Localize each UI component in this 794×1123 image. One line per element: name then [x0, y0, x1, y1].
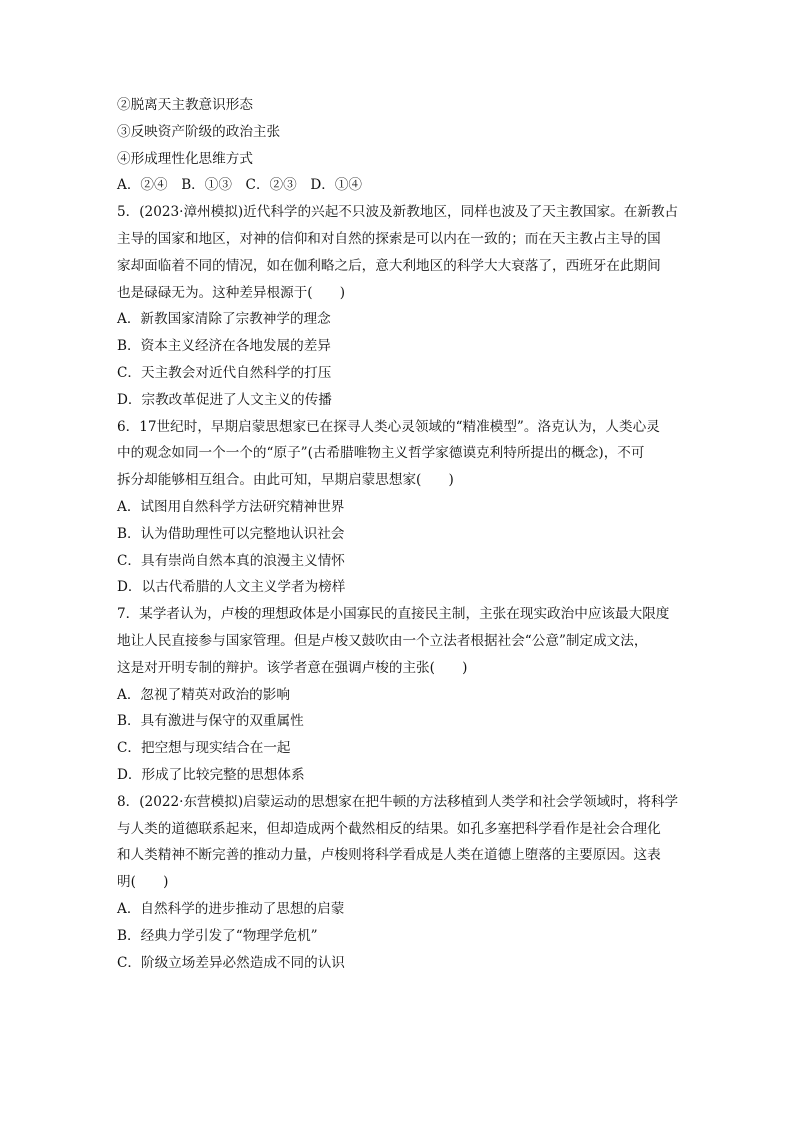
question-7	[117, 601, 687, 789]
question-stem-line: 拆分却能够相互组合。由此可知，早期启蒙思想家( )	[117, 472, 454, 489]
option-b: B．经典力学引发了“物理学危机”	[117, 927, 318, 944]
option-d: D．形成了比较完整的思想体系	[117, 766, 305, 783]
option-b: B．具有激进与保守的双重属性	[117, 713, 304, 730]
question-stem-line: 这是对开明专制的辩护。该学者意在强调卢梭的主张( )	[117, 659, 468, 676]
question-stem-line: 与人类的道德联系起来，但却造成两个截然相反的结果。如孔多塞把科学看作是社会合理化	[117, 820, 661, 837]
question-stem-line: 明( )	[117, 874, 169, 891]
question-stem-line: 6．17世纪时，早期启蒙思想家已在探寻人类心灵领域的“精准模型”。洛克认为，人类心灵	[117, 418, 660, 435]
question-stem-line: 家却面临着不同的情况，如在伽利略之后，意大利地区的科学大大衰落了，西班牙在此期间	[117, 257, 661, 274]
option-a: A．自然科学的进步推动了思想的启蒙	[117, 900, 345, 917]
option-a: A．忽视了精英对政治的影响	[117, 686, 290, 703]
option-a: A．新教国家清除了宗教神学的理念	[117, 311, 331, 328]
option-c: C．阶级立场差异必然造成不同的认识	[117, 954, 345, 971]
option-d: D．以古代希腊的人文主义学者为榜样	[117, 579, 346, 596]
option-line: ④形成理性化思维方式	[117, 150, 253, 167]
option-b: B．资本主义经济在各地发展的差异	[117, 338, 331, 355]
question-stem-line: 5．(2023·漳州模拟)近代科学的兴起不只波及新教地区，同样也波及了天主教国家。在新教占	[117, 204, 679, 221]
option-c: C．天主教会对近代自然科学的打压	[117, 364, 332, 381]
question-stem-line: 主导的国家和地区，对神的信仰和对自然的探索是可以内在一致的；而在天主教占主导的国	[117, 230, 661, 247]
question-5	[117, 199, 687, 413]
option-b: B．认为借助理性可以完整地认识社会	[117, 525, 345, 542]
option-c: C．把空想与现实结合在一起	[117, 740, 291, 757]
question-stem-line: 和人类精神不断完善的推动力量，卢梭则将科学看成是人类在道德上堕落的主要原因。这表	[117, 847, 661, 864]
option-line: ②脱离天主教意识形态	[117, 97, 253, 113]
question-6	[117, 414, 687, 602]
document-page	[117, 92, 687, 976]
option-d: D．宗教改革促进了人文主义的传播	[117, 391, 332, 408]
question-stem-line: 中的观念如同一个一个的“原子”(古希腊唯物主义哲学家德谟克利特所提出的概念)，不可	[117, 445, 645, 462]
question-stem-line: 地让人民直接参与国家管理。但是卢梭又鼓吹由一个立法者根据社会“公意”制定成文法，	[117, 632, 648, 649]
option-line: ③反映资产阶级的政治主张	[117, 123, 281, 140]
question-stem-line: 7．某学者认为，卢梭的理想政体是小国寡民的直接民主制，主张在现实政治中应该最大限度	[117, 606, 670, 623]
question-stem-line: 8．(2022·东营模拟)启蒙运动的思想家在把牛顿的方法移植到人类学和社会学领域时，将科学	[117, 793, 679, 810]
question-8	[117, 789, 687, 977]
option-a: A．试图用自然科学方法研究精神世界	[117, 498, 345, 515]
question-stem-line: 也是碌碌无为。这种差异根源于( )	[117, 284, 346, 301]
option-c: C．具有崇尚自然本真的浪漫主义情怀	[117, 552, 345, 569]
answer-choices: A．②④ B．①③ C．②③ D．①④	[117, 177, 363, 194]
